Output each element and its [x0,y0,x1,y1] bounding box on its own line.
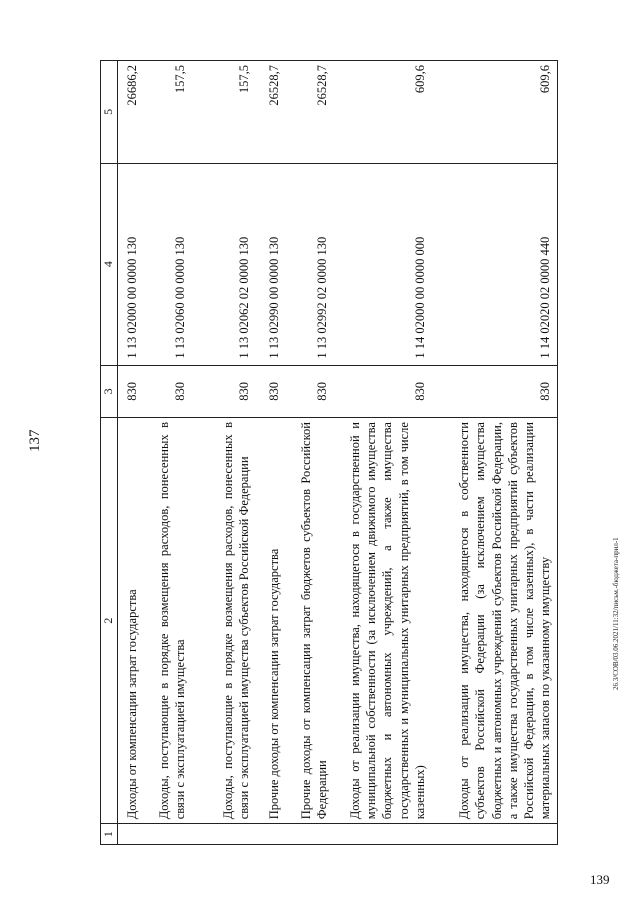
row-amount: 609,6 [431,61,557,164]
table-row [333,61,431,845]
table-row [285,61,333,845]
table-row [255,61,285,845]
header-col-5: 5 [101,61,118,164]
row-amount: 609,6 [333,61,431,164]
page-number-bottom: 139 [590,872,610,887]
row-amount: 157,5 [143,61,191,164]
table-row [431,61,557,845]
row-description: Доходы от компенсации затрат государства [117,418,143,824]
row-admin-code: 830 [143,365,191,417]
row-description: Прочие доходы от компенсации затрат государства [255,418,285,824]
header-col-2: 2 [101,418,118,824]
row-budget-code: 1 13 02000 00 0000 130 [117,163,143,365]
empty-cell [191,824,255,845]
row-budget-code: 1 14 02000 00 0000 000 [333,163,431,365]
row-amount: 26528,7 [285,61,333,164]
row-amount: 26686,2 [117,61,143,164]
empty-cell [431,824,557,845]
row-admin-code: 830 [255,365,285,417]
header-row [101,61,118,845]
row-description: Доходы, поступающие в порядке возмещения расходов, понесенных в связи с эксплуатацией имущества [143,418,191,824]
empty-cell [333,824,431,845]
row-budget-code: 1 13 02060 00 0000 130 [143,163,191,365]
document-stamp: 26.3/СОВ/03.06.2021/11:32/письм.-бюджета-прил-1 [612,537,620,690]
empty-cell [117,824,143,845]
page-number-top: 137 [27,429,43,452]
row-amount: 157,5 [191,61,255,164]
rotated-table-container [100,60,553,845]
row-admin-code: 830 [191,365,255,417]
empty-cell [143,824,191,845]
row-admin-code: 830 [333,365,431,417]
row-budget-code: 1 14 02020 02 0000 440 [431,163,557,365]
row-admin-code: 830 [285,365,333,417]
row-budget-code: 1 13 02990 00 0000 130 [255,163,285,365]
header-col-1: 1 [101,824,118,845]
row-description: Доходы, поступающие в порядке возмещения расходов, понесенных в связи с эксплуатацией имущества субъектов Российской Федерации [191,418,255,824]
row-description: Доходы от реализации имущества, находящегося в собственности субъектов Российской Федерации (за исключением имущества бюджетных и автономных учреждений субъектов Российской Федерации, а также имущества государственных унитарных предприятий субъектов Российской Федерации, в том числе казенных), в части реализации материальных запасов по указанному имуществу [431,418,557,824]
header-col-3: 3 [101,365,118,417]
row-admin-code: 830 [117,365,143,417]
row-budget-code: 1 13 02062 02 0000 130 [191,163,255,365]
table-row [143,61,191,845]
empty-cell [255,824,285,845]
table-row [191,61,255,845]
row-amount: 26528,7 [255,61,285,164]
revenue-table [100,60,558,845]
empty-cell [285,824,333,845]
row-description: Прочие доходы от компенсации затрат бюджетов субъектов Российской Федерации [285,418,333,824]
row-budget-code: 1 13 02992 02 0000 130 [285,163,333,365]
table-row [117,61,143,845]
row-admin-code: 830 [431,365,557,417]
header-col-4: 4 [101,163,118,365]
row-description: Доходы от реализации имущества, находящегося в государственной и муниципальной собственности (за исключением движимого имущества бюджетных и автономных учреждений, а также имущества государственных и муниципальных унитарных предприятий, в том числе казенных) [333,418,431,824]
